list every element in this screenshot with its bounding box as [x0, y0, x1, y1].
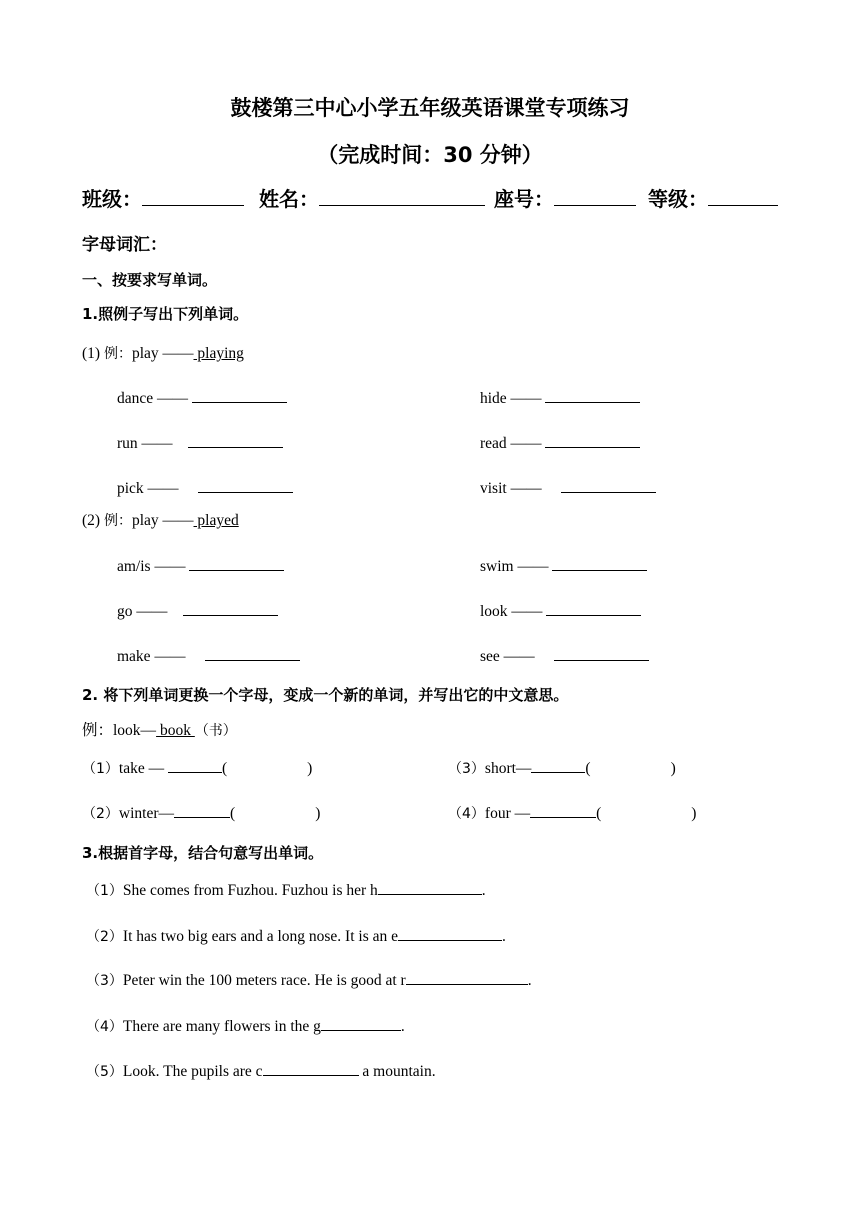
answer-blank[interactable]: [546, 601, 641, 616]
q2-title: 2. 将下列单词更换一个字母，变成一个新的单词，并写出它的中文意思。: [82, 686, 569, 704]
answer-blank[interactable]: [183, 601, 278, 616]
seat-field[interactable]: [494, 183, 636, 212]
q1-item-amis[interactable]: am/is ——: [117, 556, 284, 576]
q2-item-4[interactable]: （4）four — ( ): [448, 805, 697, 822]
answer-blank[interactable]: [192, 388, 287, 403]
seat-label: 座号：: [494, 187, 554, 211]
example-answer: played: [193, 512, 239, 529]
answer-blank[interactable]: [406, 970, 528, 985]
class-field[interactable]: [82, 183, 244, 212]
q1-item-hide[interactable]: hide ——: [480, 388, 640, 408]
class-label: 班级：: [82, 187, 142, 211]
part1-title: 一、按要求写单词。: [82, 271, 218, 289]
q2-item-3[interactable]: （3）short— ( ): [448, 760, 676, 777]
q1-item-run[interactable]: run ——: [117, 433, 283, 453]
name-blank[interactable]: [319, 187, 485, 206]
q3-item-1[interactable]: （1）She comes from Fuzhou. Fuzhou is her h .: [86, 882, 486, 899]
q1-item-read[interactable]: read ——: [480, 433, 640, 453]
word-blank[interactable]: [174, 803, 230, 818]
answer-blank[interactable]: [198, 478, 293, 493]
answer-blank[interactable]: [378, 880, 482, 895]
answer-blank[interactable]: [263, 1061, 359, 1076]
grade-blank[interactable]: [708, 187, 778, 206]
name-field[interactable]: [259, 183, 485, 212]
q2-item-2[interactable]: （2）winter— ( ): [82, 805, 321, 822]
class-blank[interactable]: [142, 187, 244, 206]
seat-blank[interactable]: [554, 187, 636, 206]
grade-field[interactable]: [648, 183, 778, 212]
word-blank[interactable]: [531, 758, 585, 773]
page-subtitle: （完成时间：30 分钟）: [317, 143, 543, 167]
answer-blank[interactable]: [545, 433, 640, 448]
q1-item-look[interactable]: look ——: [480, 601, 641, 621]
q3-item-5[interactable]: （5）Look. The pupils are c a mountain.: [86, 1063, 436, 1080]
name-label: 姓名：: [259, 187, 319, 211]
answer-blank[interactable]: [552, 556, 647, 571]
grade-label: 等级：: [648, 187, 708, 211]
example-answer: playing: [193, 345, 244, 362]
answer-blank[interactable]: [188, 433, 283, 448]
word-blank[interactable]: [530, 803, 596, 818]
q3-title: 3.根据首字母，结合句意写出单词。: [82, 844, 324, 862]
answer-blank[interactable]: [561, 478, 656, 493]
q3-item-4[interactable]: （4）There are many flowers in the g .: [86, 1018, 405, 1035]
word-blank[interactable]: [168, 758, 222, 773]
q1-item-visit[interactable]: visit ——: [480, 478, 656, 498]
q1-item-dance[interactable]: dance ——: [117, 388, 287, 408]
q2-example: 例：look— book （书）: [82, 722, 237, 739]
q1-title: 1.照例子写出下列单词。: [82, 305, 249, 323]
q1-item-make[interactable]: make ——: [117, 646, 300, 666]
q3-item-3[interactable]: （3）Peter win the 100 meters race. He is good at r .: [86, 972, 532, 989]
q2-item-1[interactable]: （1）take — ( ): [82, 760, 313, 777]
q1-item-swim[interactable]: swim ——: [480, 556, 647, 576]
q1-item-go[interactable]: go ——: [117, 601, 278, 621]
answer-blank[interactable]: [554, 646, 649, 661]
q1-example-2: (2) 例：play —— played: [82, 512, 239, 529]
example-answer: book: [156, 722, 195, 739]
section-title: 字母词汇：: [82, 235, 167, 255]
q1-item-pick[interactable]: pick ——: [117, 478, 293, 498]
q1-example-1: (1) 例：play —— playing: [82, 345, 244, 362]
answer-blank[interactable]: [545, 388, 640, 403]
answer-blank[interactable]: [398, 926, 502, 941]
answer-blank[interactable]: [321, 1016, 401, 1031]
answer-blank[interactable]: [189, 556, 284, 571]
answer-blank[interactable]: [205, 646, 300, 661]
q3-item-2[interactable]: （2）It has two big ears and a long nose. It is an e .: [86, 928, 506, 945]
page-title: 鼓楼第三中心小学五年级英语课堂专项练习: [230, 96, 630, 120]
q1-item-see[interactable]: see ——: [480, 646, 649, 666]
